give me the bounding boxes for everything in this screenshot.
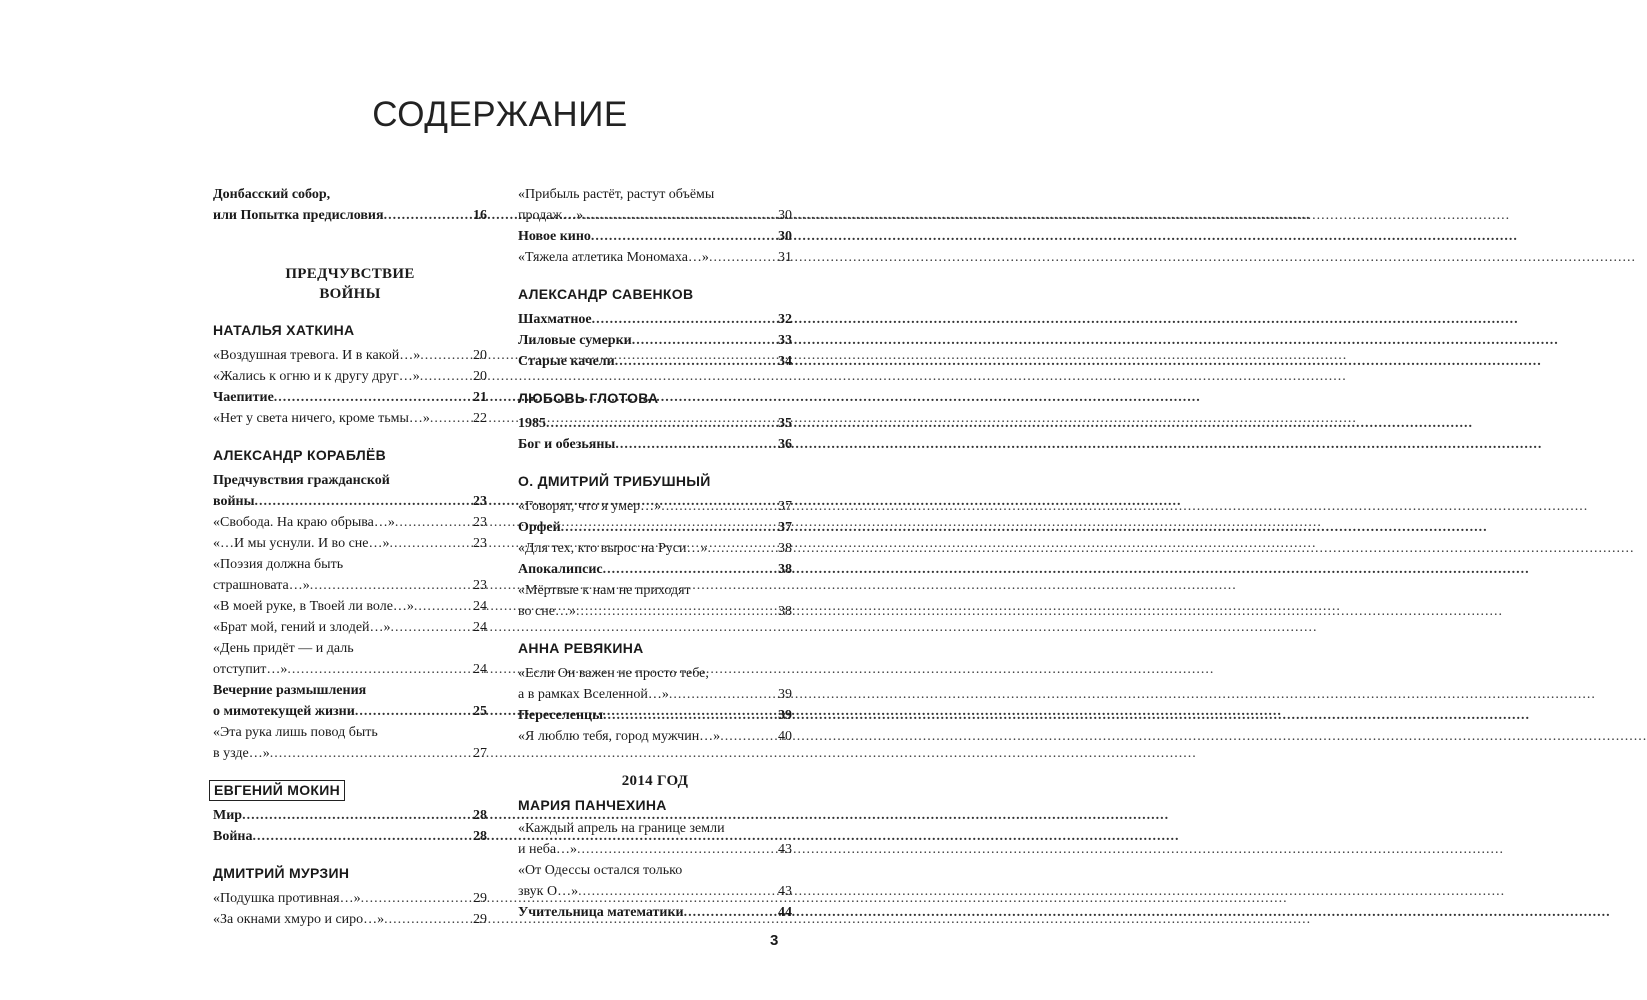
toc-entry[interactable] — [213, 345, 487, 366]
toc-page-number: 22 — [473, 411, 487, 426]
toc-entry[interactable] — [518, 247, 792, 268]
toc-entry-title: Шахматное — [518, 312, 592, 327]
toc-entry[interactable] — [518, 881, 792, 902]
dot-leader — [615, 434, 777, 455]
toc-entry-title: «Говорят, что я умер…» — [518, 499, 662, 514]
toc-entry-title: Война — [213, 829, 253, 844]
toc-left-column — [213, 184, 487, 930]
toc-page-number: 23 — [473, 536, 487, 551]
page-title: СОДЕРЖАНИЕ — [372, 95, 628, 134]
dot-leader — [391, 617, 472, 638]
toc-entry-title: «Воздушная тревога. И в какой…» — [213, 348, 421, 363]
toc-entry[interactable] — [518, 601, 792, 622]
toc-entry[interactable] — [518, 226, 792, 247]
dot-leader — [310, 575, 472, 596]
toc-page-number: 43 — [778, 884, 792, 899]
toc-entry-title: «…И мы уснули. И во сне…» — [213, 536, 390, 551]
toc-entry[interactable] — [518, 351, 792, 372]
toc-entry-title-line: «Прибыль растёт, растут объёмы — [518, 187, 715, 202]
toc-entry-title: «Брат мой, гений и злодей…» — [213, 620, 391, 635]
section-heading: 2014 ГОД — [621, 773, 689, 789]
toc-entry-title: Бог и обезьяны — [518, 437, 616, 452]
toc-page-number: 23 — [473, 494, 487, 509]
toc-entry-title: продаж…» — [518, 208, 584, 223]
toc-entry[interactable] — [213, 888, 487, 909]
author-name: НАТАЛЬЯ ХАТКИНА — [213, 322, 355, 338]
toc-page-number: 33 — [778, 333, 792, 348]
toc-entry-title-line: «Мёртвые к нам не приходят — [518, 583, 691, 598]
toc-page-number: 43 — [778, 842, 792, 857]
toc-entry[interactable] — [213, 617, 487, 638]
toc-page-number: 27 — [473, 746, 487, 761]
dot-leader — [661, 496, 777, 517]
dot-leader — [420, 366, 472, 387]
dot-leader — [603, 559, 777, 580]
toc-entry-title: «Тяжела атлетика Мономаха…» — [518, 250, 709, 265]
toc-entry[interactable] — [518, 434, 792, 455]
toc-page-number: 37 — [778, 499, 792, 514]
dot-leader — [384, 909, 472, 930]
dot-leader — [578, 881, 777, 902]
toc-right-column — [518, 184, 792, 923]
toc-entry-title-line: Донбасский собор, — [213, 187, 331, 202]
author-name: ЛЮБОВЬ ГЛОТОВА — [518, 390, 659, 406]
toc-entry[interactable] — [518, 705, 792, 726]
toc-entry-title: звук О…» — [518, 884, 579, 899]
toc-entry[interactable] — [518, 205, 792, 226]
toc-entry[interactable] — [213, 533, 487, 554]
dot-leader — [274, 387, 472, 408]
toc-entry[interactable] — [213, 659, 487, 680]
toc-entry-title: а в рамках Вселенной…» — [518, 687, 669, 702]
dot-leader — [615, 351, 777, 372]
dot-leader — [720, 726, 777, 747]
toc-page-number: 44 — [778, 905, 792, 920]
dot-leader — [384, 205, 472, 226]
toc-page-number: 30 — [778, 229, 792, 244]
toc-page-number: 24 — [473, 620, 487, 635]
toc-page-number: 32 — [778, 312, 792, 327]
toc-page-number: 20 — [473, 369, 487, 384]
toc-entry-title: «Для тех, кто вырос на Руси…» — [518, 541, 708, 556]
page-number: 3 — [770, 932, 779, 949]
dot-leader — [561, 517, 777, 538]
toc-page-number: 38 — [778, 604, 792, 619]
toc-entry-title: страшновата…» — [213, 578, 310, 593]
toc-entry[interactable] — [518, 559, 792, 580]
toc-entry-title: «Я люблю тебя, город мужчин…» — [518, 729, 721, 744]
toc-entry-title: отступит…» — [213, 662, 288, 677]
author-name: ЕВГЕНИЙ МОКИН — [209, 780, 345, 801]
toc-entry[interactable] — [518, 684, 792, 705]
toc-entry[interactable] — [213, 743, 487, 764]
toc-entry[interactable] — [518, 496, 792, 517]
author-name: ДМИТРИЙ МУРЗИН — [213, 865, 350, 881]
toc-entry-title: Мир — [213, 808, 243, 823]
toc-entry-title-line: «Поэзия должна быть — [213, 557, 344, 572]
toc-entry-title-line: «Эта рука лишь повод быть — [213, 725, 378, 740]
toc-entry-title-line: Предчувствия гражданской — [213, 473, 390, 488]
dot-leader — [414, 596, 472, 617]
toc-page-number: 24 — [473, 599, 487, 614]
toc-page-number: 30 — [778, 208, 792, 223]
toc-entry[interactable] — [518, 839, 792, 860]
toc-entry-title: во сне…» — [518, 604, 576, 619]
toc-page-number: 34 — [778, 354, 792, 369]
dot-leader — [592, 309, 777, 330]
dot-leader — [577, 839, 777, 860]
toc-entry[interactable] — [213, 909, 487, 930]
toc-entry-title: о мимотекущей жизни — [213, 704, 355, 719]
dot-leader — [669, 684, 777, 705]
toc-page-number: 37 — [778, 520, 792, 535]
toc-page-number: 25 — [473, 704, 487, 719]
toc-entry[interactable] — [518, 902, 792, 923]
toc-entry[interactable] — [213, 512, 487, 533]
toc-page-number: 24 — [473, 662, 487, 677]
dot-leader — [395, 512, 472, 533]
toc-entry-title: Новое кино — [518, 229, 591, 244]
toc-page-number: 36 — [778, 437, 792, 452]
dot-leader — [576, 601, 777, 622]
toc-entry-title: Чаепитие — [213, 390, 274, 405]
dot-leader — [603, 705, 777, 726]
toc-page-number: 39 — [778, 687, 792, 702]
toc-entry[interactable] — [518, 538, 792, 559]
toc-entry-title: Лиловые сумерки — [518, 333, 632, 348]
toc-page-number: 31 — [778, 250, 792, 265]
dot-leader — [420, 345, 472, 366]
toc-entry-title-line: «Каждый апрель на границе земли — [518, 821, 725, 836]
dot-leader — [255, 491, 472, 512]
toc-page-number: 28 — [473, 808, 487, 823]
toc-entry[interactable] — [213, 387, 487, 408]
author-name: АННА РЕВЯКИНА — [518, 640, 644, 656]
toc-entry[interactable] — [518, 413, 792, 434]
toc-page-number: 29 — [473, 912, 487, 927]
toc-entry[interactable] — [213, 701, 487, 722]
toc-entry-title: «Жались к огню и к другу друг…» — [213, 369, 420, 384]
toc-entry-title-line: «От Одессы остался только — [518, 863, 683, 878]
dot-leader — [709, 247, 777, 268]
toc-entry-title-line: «День придёт — и даль — [213, 641, 354, 656]
toc-entry-title: Орфей — [518, 520, 561, 535]
dot-leader — [355, 701, 472, 722]
toc-entry[interactable] — [213, 491, 487, 512]
dot-leader — [707, 538, 777, 559]
toc-entry-title: «Свобода. На краю обрыва…» — [213, 515, 395, 530]
author-name: О. ДМИТРИЙ ТРИБУШНЫЙ — [518, 473, 711, 489]
dot-leader — [632, 330, 777, 351]
dot-leader — [546, 413, 777, 434]
toc-entry[interactable] — [518, 309, 792, 330]
dot-leader — [252, 826, 472, 847]
toc-page-number: 23 — [473, 515, 487, 530]
toc-entry-title: «В моей руке, в Твоей ли воле…» — [213, 599, 414, 614]
dot-leader — [430, 408, 472, 429]
dot-leader — [684, 902, 777, 923]
toc-entry[interactable] — [213, 366, 487, 387]
toc-entry-title: «Нет у света ничего, кроме тьмы…» — [213, 411, 430, 426]
dot-leader — [390, 533, 473, 554]
toc-entry[interactable] — [213, 205, 487, 226]
author-name: МАРИЯ ПАНЧЕХИНА — [518, 797, 667, 813]
toc-page-number: 29 — [473, 891, 487, 906]
author-name: АЛЕКСАНДР САВЕНКОВ — [518, 286, 694, 302]
toc-entry[interactable] — [213, 408, 487, 429]
toc-entry[interactable] — [213, 805, 487, 826]
toc-entry-title: в узде…» — [213, 746, 270, 761]
toc-page-number: 35 — [778, 416, 792, 431]
toc-page-number: 38 — [778, 541, 792, 556]
toc-entry-title: Апокалипсис — [518, 562, 603, 577]
toc-page-number: 16 — [473, 208, 487, 223]
toc-entry-title: 1985 — [518, 416, 546, 431]
toc-entry-title: и неба…» — [518, 842, 578, 857]
toc-entry[interactable] — [518, 517, 792, 538]
toc-page-number: 40 — [778, 729, 792, 744]
toc-entry-title: Учительница математики — [518, 905, 684, 920]
toc-entry[interactable] — [518, 726, 792, 747]
author-name: АЛЕКСАНДР КОРАБЛЁВ — [213, 447, 387, 463]
toc-entry-title-line: «Если Он важен не просто тебе, — [518, 666, 709, 681]
section-heading: ПРЕДЧУВСТВИЕ ВОЙНЫ — [285, 266, 415, 302]
toc-entry-title: «Подушка противная…» — [213, 891, 361, 906]
toc-entry[interactable] — [518, 330, 792, 351]
toc-entry[interactable] — [213, 575, 487, 596]
toc-page-number: 39 — [778, 708, 792, 723]
dot-leader — [270, 743, 472, 764]
toc-page-number: 38 — [778, 562, 792, 577]
toc-entry[interactable] — [213, 596, 487, 617]
toc-page-number: 21 — [473, 390, 487, 405]
toc-page-number: 23 — [473, 578, 487, 593]
toc-entry-title: Переселенцы — [518, 708, 604, 723]
toc-entry[interactable] — [213, 826, 487, 847]
toc-page-number: 28 — [473, 829, 487, 844]
toc-entry-title: Старые качели — [518, 354, 615, 369]
dot-leader — [287, 659, 472, 680]
dot-leader — [583, 205, 777, 226]
dot-leader — [591, 226, 777, 247]
toc-entry-title: или Попытка предисловия — [213, 208, 384, 223]
toc-entry-title: «За окнами хмуро и сиро…» — [213, 912, 385, 927]
toc-entry-title: войны — [213, 494, 255, 509]
dot-leader — [361, 888, 472, 909]
toc-page-number: 20 — [473, 348, 487, 363]
dot-leader — [242, 805, 472, 826]
toc-entry-title-line: Вечерние размышления — [213, 683, 367, 698]
